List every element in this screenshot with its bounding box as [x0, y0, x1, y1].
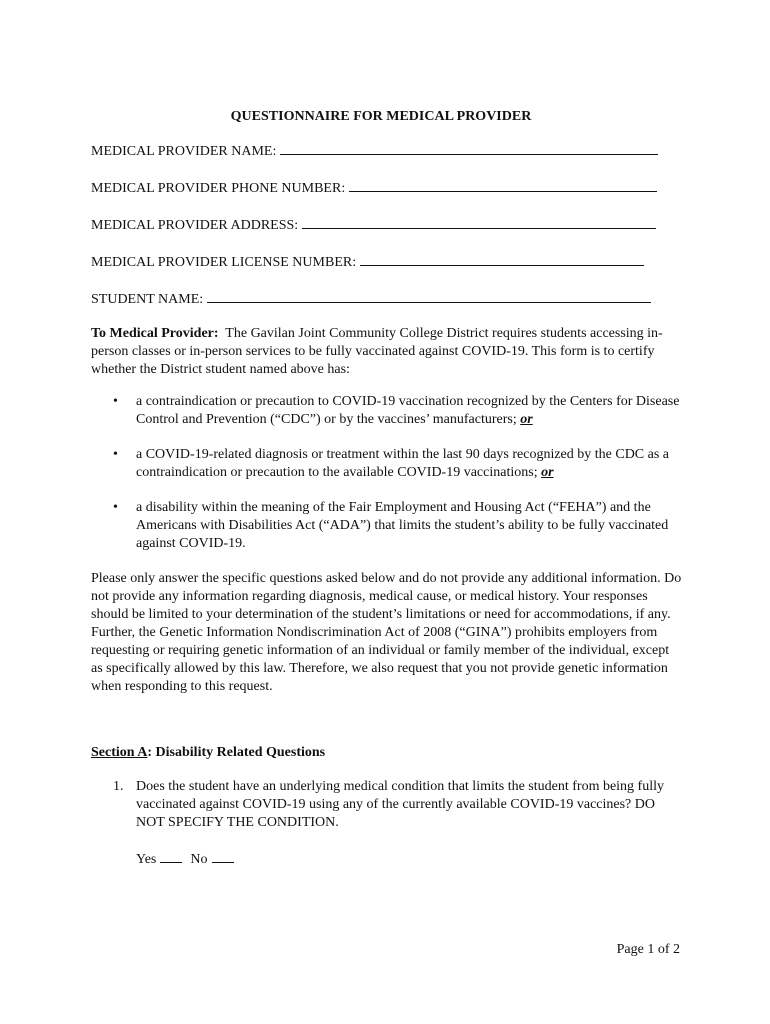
provider-license-field [91, 251, 683, 272]
question-text: Does the student have an underlying medical condition that limits the student from being fully vaccinated against COVID-19 using any of the currently available COVID-19 vaccines? DO NOT SPECIFY THE CONDITION. [136, 779, 665, 830]
provider-address-blank[interactable] [302, 214, 656, 229]
list-item [91, 778, 683, 832]
question-list [91, 778, 683, 832]
yes-blank[interactable] [160, 848, 182, 863]
question-number: 1. [113, 779, 124, 794]
bullet-icon: • [113, 394, 118, 409]
student-name-field [91, 288, 683, 309]
bullet-or: or [541, 465, 554, 480]
intro-lead: To Medical Provider: [91, 326, 219, 341]
field-label: MEDICAL PROVIDER ADDRESS: [91, 218, 299, 233]
provider-address-field [91, 214, 683, 235]
provider-license-blank[interactable] [360, 251, 644, 266]
section-heading [91, 744, 683, 762]
field-label: STUDENT NAME: [91, 292, 204, 307]
provider-name-blank[interactable] [280, 140, 658, 155]
notice-paragraph: Please only answer the specific questions asked below and do not provide any additional information. Do not provide any information regarding diagnosis, medical cause, or medical history. Your responses should be limited to your determination of the student’s limitations or need for accommodations, if any. Further, the Genetic Information Nondiscrimination Act of 2008 (“GINA”) prohibits employers from requesting or requiring genetic information of an individual or family member of the individual, except as specifically allowed by this law. Therefore, we also request that you not provide genetic information when responding to this request. [91, 571, 682, 694]
provider-name-field [91, 140, 683, 161]
intro-text: The Gavilan Joint Community College District requires students accessing in-person classes or in-person services to be fully vaccinated against COVID-19. This form is to certify whether the District student named above has: [91, 326, 663, 377]
student-name-blank[interactable] [207, 288, 651, 303]
intro-paragraph [91, 325, 683, 379]
provider-phone-field [91, 177, 683, 198]
list-item [91, 499, 683, 553]
field-label: MEDICAL PROVIDER LICENSE NUMBER: [91, 255, 357, 270]
section-title: : Disability Related Questions [147, 745, 326, 760]
page-number: Page 1 of 2 [616, 942, 680, 957]
bullet-icon: • [113, 500, 118, 515]
document-title: QUESTIONNAIRE FOR MEDICAL PROVIDER [230, 109, 532, 124]
field-label: MEDICAL PROVIDER PHONE NUMBER: [91, 181, 346, 196]
yes-label: Yes [136, 852, 157, 867]
list-item [91, 446, 683, 482]
bullet-or: or [520, 412, 533, 427]
bullet-icon: • [113, 447, 118, 462]
no-label: No [190, 852, 208, 867]
bullet-text: a disability within the meaning of the Fair Employment and Housing Act (“FEHA”) and the Americans with Disabilities Act (“ADA”) that limits the student’s ability to be fully vaccinated against COVID-19. [136, 500, 669, 551]
criteria-list [91, 393, 683, 553]
no-blank[interactable] [212, 848, 234, 863]
list-item [91, 393, 683, 429]
section-label: Section A [91, 745, 148, 760]
field-label: MEDICAL PROVIDER NAME: [91, 144, 277, 159]
bullet-text: a contraindication or precaution to COVID-19 vaccination recognized by the Centers for Disease Control and Prevention (“CDC”) or by the vaccines’ manufacturers; [136, 394, 680, 427]
provider-phone-blank[interactable] [349, 177, 657, 192]
yes-no-answer [136, 848, 683, 869]
document-page [91, 108, 683, 869]
bullet-text: a COVID-19-related diagnosis or treatment within the last 90 days recognized by the CDC as a contraindication or precaution to the available COVID-19 vaccinations; [136, 447, 670, 480]
